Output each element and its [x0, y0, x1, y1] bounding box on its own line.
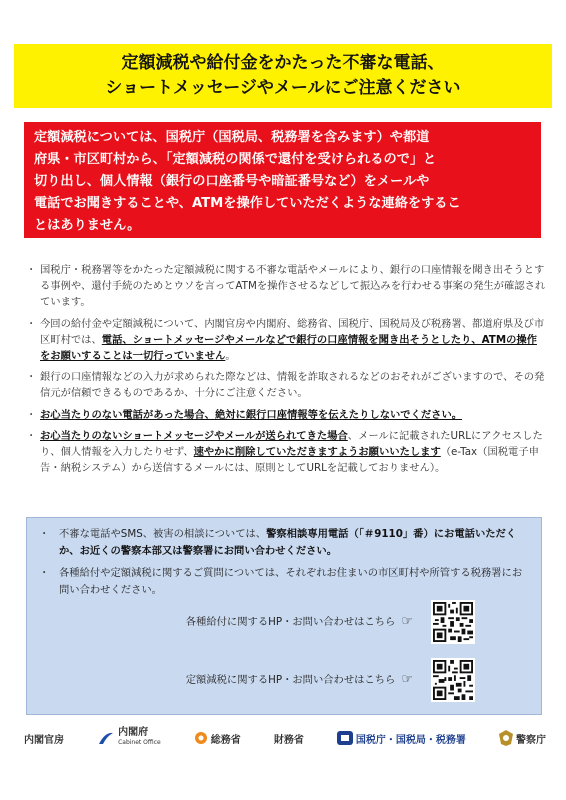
pointing-hand-icon: ☞ — [401, 613, 413, 629]
list-item — [26, 428, 546, 477]
notice-2-emphasis: 電話、ショートメッセージやメールなどで銀行の口座情報を聞き出そうとしたり、ATMの操作をお願いすることは一切行っていません — [40, 333, 537, 363]
notice-5-emphasis-1: お心当たりのないショートメッセージやメールが送られてきた場合 — [40, 429, 348, 442]
list-item — [26, 407, 546, 423]
benefits-qr-code[interactable] — [431, 600, 475, 644]
internal-affairs-logo — [194, 731, 241, 746]
notice-3: 銀行の口座情報などの入力が求められた際などは、情報を詐取されるなどのおそれがございますので、その発信元が信頼できるものであるか、十分にご注意ください。 — [40, 371, 545, 400]
benefits-qr-row[interactable] — [186, 600, 475, 644]
notice-4: お心当たりのない電話があった場合、絶対に銀行口座情報等を伝えたりしないでください。 — [40, 408, 463, 421]
notice-2-text: 今回の給付金や定額減税について、内閣官房や内閣府、総務省、国税庁、国税局及び税務署、都道府県及び市区町村では、 — [40, 317, 545, 346]
notice-list — [26, 262, 546, 481]
alert-line-4: 電話でお聞きすることや、ATMを操作していただくような連絡をするこ — [34, 196, 461, 211]
list-item — [39, 526, 529, 559]
finance-ministry-logo — [274, 731, 304, 746]
info-1-text: 不審な電話やSMS、被害の相談については、 — [59, 528, 267, 540]
bullet-dot: ・ — [39, 528, 50, 540]
notice-5-emphasis-2: 速やかに削除していただきますようお願いいたします — [193, 446, 441, 459]
notice-5-text-2: （e-Tax（国税電子申告・納税システム）から送信するメールには、原則としてURLを記載しておりません）。 — [40, 446, 539, 475]
info-1-emphasis: 警察相談専用電話（「＃9110」番）にお電話いただくか、お近くの警察本部又は警察署にお問い合わせください。 — [59, 528, 517, 557]
alert-box — [24, 122, 541, 238]
title-line-1: 定額減税や給付金をかたった不審な電話、 — [121, 53, 445, 73]
bullet-dot: ・ — [39, 567, 50, 579]
tax-reduction-qr-row[interactable] — [186, 658, 475, 702]
cabinet-office-mark-icon — [97, 730, 115, 746]
cabinet-secretariat-logo — [24, 731, 64, 746]
notice-1: 国税庁・税務署等をかたった定額減税に関する不審な電話やメールにより、銀行の口座情報を聞き出そうとする事例や、還付手続のためとウソを言ってATMを操作させるなどして振込みを行わせる事案の発生が確認されています。 — [40, 264, 546, 309]
bullet-dot: ・ — [26, 264, 37, 276]
alert-line-3: 切り出し、個人情報（銀行の口座番号や暗証番号など）をメールや — [34, 174, 430, 189]
bullet-dot: ・ — [26, 371, 37, 384]
list-item — [26, 316, 546, 365]
list-item — [39, 565, 529, 598]
cabinet-office-english: Cabinet Office — [118, 739, 161, 746]
police-badge-icon — [499, 730, 513, 746]
pointing-hand-icon: ☞ — [401, 671, 413, 687]
contact-info-box — [26, 517, 542, 715]
cabinet-office-logo — [97, 728, 161, 748]
title-banner — [14, 44, 552, 108]
cabinet-secretariat-name: 内閣官房 — [24, 734, 64, 746]
nta-name: 国税庁・国税局・税務署 — [355, 734, 466, 746]
nta-logo — [337, 731, 466, 746]
notice-5-text-1: 、メールに記載されたURLにアクセスしたり、個人情報を入力したりせず、 — [40, 429, 543, 459]
alert-line-1: 定額減税については、国税庁（国税局、税務署を含みます）や都道 — [34, 130, 430, 145]
title-line-2: ショートメッセージやメールにご注意ください — [105, 78, 461, 98]
internal-affairs-mark-icon — [194, 731, 208, 745]
bullet-dot: ・ — [26, 429, 37, 442]
info-2-text: 各種給付や定額減税に関するご質問については、それぞれお住まいの市区町村や所管する税務署にお問い合わせください。 — [59, 567, 523, 596]
list-item — [26, 262, 546, 311]
finance-ministry-name: 財務省 — [273, 734, 304, 746]
ministry-logos — [24, 726, 546, 750]
notice-2-end: 。 — [225, 350, 236, 363]
benefits-qr-label: 各種給付に関するHP・お問い合わせはこちら — [185, 615, 396, 628]
cabinet-office-name: 内閣府 — [118, 727, 149, 738]
nta-mark-icon — [337, 731, 353, 745]
police-agency-name: 警察庁 — [516, 734, 546, 746]
tax-reduction-qr-label: 定額減税に関するHP・お問い合わせはこちら — [185, 673, 396, 686]
bullet-dot: ・ — [26, 408, 37, 421]
alert-line-2: 府県・市区町村から、「定額減税の関係で還付を受けられるので」と — [34, 152, 437, 167]
bullet-dot: ・ — [26, 317, 37, 330]
tax-reduction-qr-code[interactable] — [431, 658, 475, 702]
police-agency-logo — [499, 730, 546, 746]
internal-affairs-name: 総務省 — [210, 734, 241, 746]
list-item — [26, 369, 546, 401]
alert-line-5: とはありません。 — [34, 218, 141, 233]
